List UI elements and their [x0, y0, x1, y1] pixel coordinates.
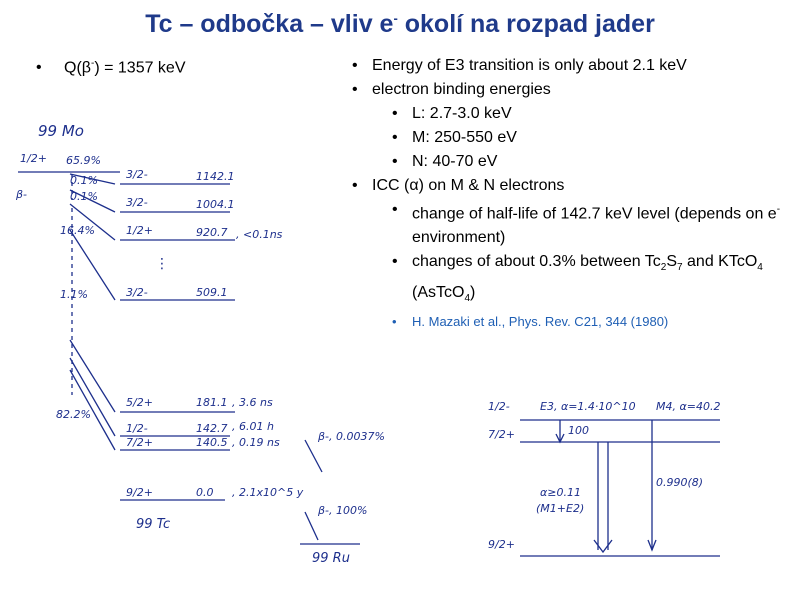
bullet-halflife: • change of half-life of 142.7 keV level (depends on e- environment)	[390, 198, 790, 250]
svg-text:, 0.19 ns: , 0.19 ns	[232, 436, 280, 449]
slide-title: Tc – odbočka – vliv e- okolí na rozpad jader	[145, 10, 655, 38]
svg-text:α≥0.11: α≥0.11	[540, 486, 581, 499]
svg-text:M4, α=40.2: M4, α=40.2	[656, 400, 721, 413]
svg-text:1/2-: 1/2-	[488, 400, 510, 413]
svg-text:3/2-: 3/2-	[126, 168, 148, 181]
svg-text:E3, α=1.4·10^10: E3, α=1.4·10^10	[540, 400, 636, 413]
bullet-changes: • changes of about 0.3% between $Tc_2S_7$ and KTcO$_4$ (AsTcO$_4$)	[390, 250, 790, 310]
svg-text:β-: β-	[16, 188, 27, 201]
svg-text:509.1: 509.1	[196, 286, 228, 299]
right-level-scheme	[480, 380, 780, 570]
svg-text:0.1%: 0.1%	[70, 174, 98, 187]
svg-text:16.4%: 16.4%	[60, 224, 95, 237]
svg-text:1142.1: 1142.1	[196, 170, 235, 183]
svg-text:1/2+: 1/2+	[126, 224, 153, 237]
bullet-icc: • ICC (α) on M & N electrons • change of half-life of 142.7 keV level (depends on e- environment) • changes of about 0.3% between $Tc_2S_7$ and KTcO$_4$ (AsTcO$_4$) • H. Mazaki et al., Phys. Rev. C21, 344 (1980)	[350, 174, 790, 333]
binding-m: • M: 250-550 eV	[390, 126, 790, 150]
svg-text:100: 100	[568, 424, 589, 437]
svg-text:5/2+: 5/2+	[126, 396, 153, 409]
svg-text:181.1: 181.1	[196, 396, 228, 409]
svg-text:920.7: 920.7	[196, 226, 228, 239]
svg-text:142.7: 142.7	[196, 422, 228, 435]
svg-text:1/2-: 1/2-	[126, 422, 148, 435]
svg-text:7/2+: 7/2+	[488, 428, 515, 441]
parent-label: 99 Mo	[38, 122, 84, 140]
svg-text:99 Ru: 99 Ru	[312, 551, 350, 566]
svg-text:(M1+E2): (M1+E2)	[536, 502, 585, 515]
svg-text:140.5: 140.5	[196, 436, 228, 449]
svg-text:0.990(8): 0.990(8)	[656, 476, 704, 489]
svg-text:, 2.1x10^5 y: , 2.1x10^5 y	[232, 486, 304, 499]
bullet-list	[350, 54, 790, 333]
binding-n: • N: 40-70 eV	[390, 150, 790, 174]
svg-text:, <0.1ns: , <0.1ns	[236, 228, 283, 241]
svg-text:⋮: ⋮	[155, 256, 169, 272]
svg-text:99 Tc: 99 Tc	[136, 517, 171, 532]
svg-text:9/2+: 9/2+	[488, 538, 515, 551]
svg-text:1004.1: 1004.1	[196, 198, 235, 211]
svg-text:0.0: 0.0	[196, 486, 214, 499]
bullet-e3: • Energy of E3 transition is only about 2.1 keV	[350, 54, 790, 78]
left-decay-scheme	[0, 100, 410, 580]
q-value-bullet: • Q(β-) = 1357 keV	[36, 58, 186, 77]
reference: • H. Mazaki et al., Phys. Rev. C21, 344 (1980)	[390, 311, 790, 333]
svg-text:82.2%: 82.2%	[56, 408, 91, 421]
svg-text:, 6.01 h: , 6.01 h	[232, 420, 274, 433]
bullet-binding: • electron binding energies • L: 2.7-3.0 keV • M: 250-550 eV • N: 40-70 eV	[350, 78, 790, 174]
svg-text:β-, 100%: β-, 100%	[318, 504, 368, 517]
svg-text:3/2-: 3/2-	[126, 196, 148, 209]
svg-text:0.1%: 0.1%	[70, 190, 98, 203]
binding-l: • L: 2.7-3.0 keV	[390, 102, 790, 126]
svg-text:, 3.6 ns: , 3.6 ns	[232, 396, 273, 409]
svg-text:9/2+: 9/2+	[126, 486, 153, 499]
svg-text:β-, 0.0037%: β-, 0.0037%	[318, 430, 385, 443]
svg-text:65.9%: 65.9%	[66, 154, 101, 167]
svg-text:3/2-: 3/2-	[126, 286, 148, 299]
svg-text:1.1%: 1.1%	[60, 288, 88, 301]
svg-text:7/2+: 7/2+	[126, 436, 153, 449]
svg-text:1/2+: 1/2+	[20, 152, 47, 165]
